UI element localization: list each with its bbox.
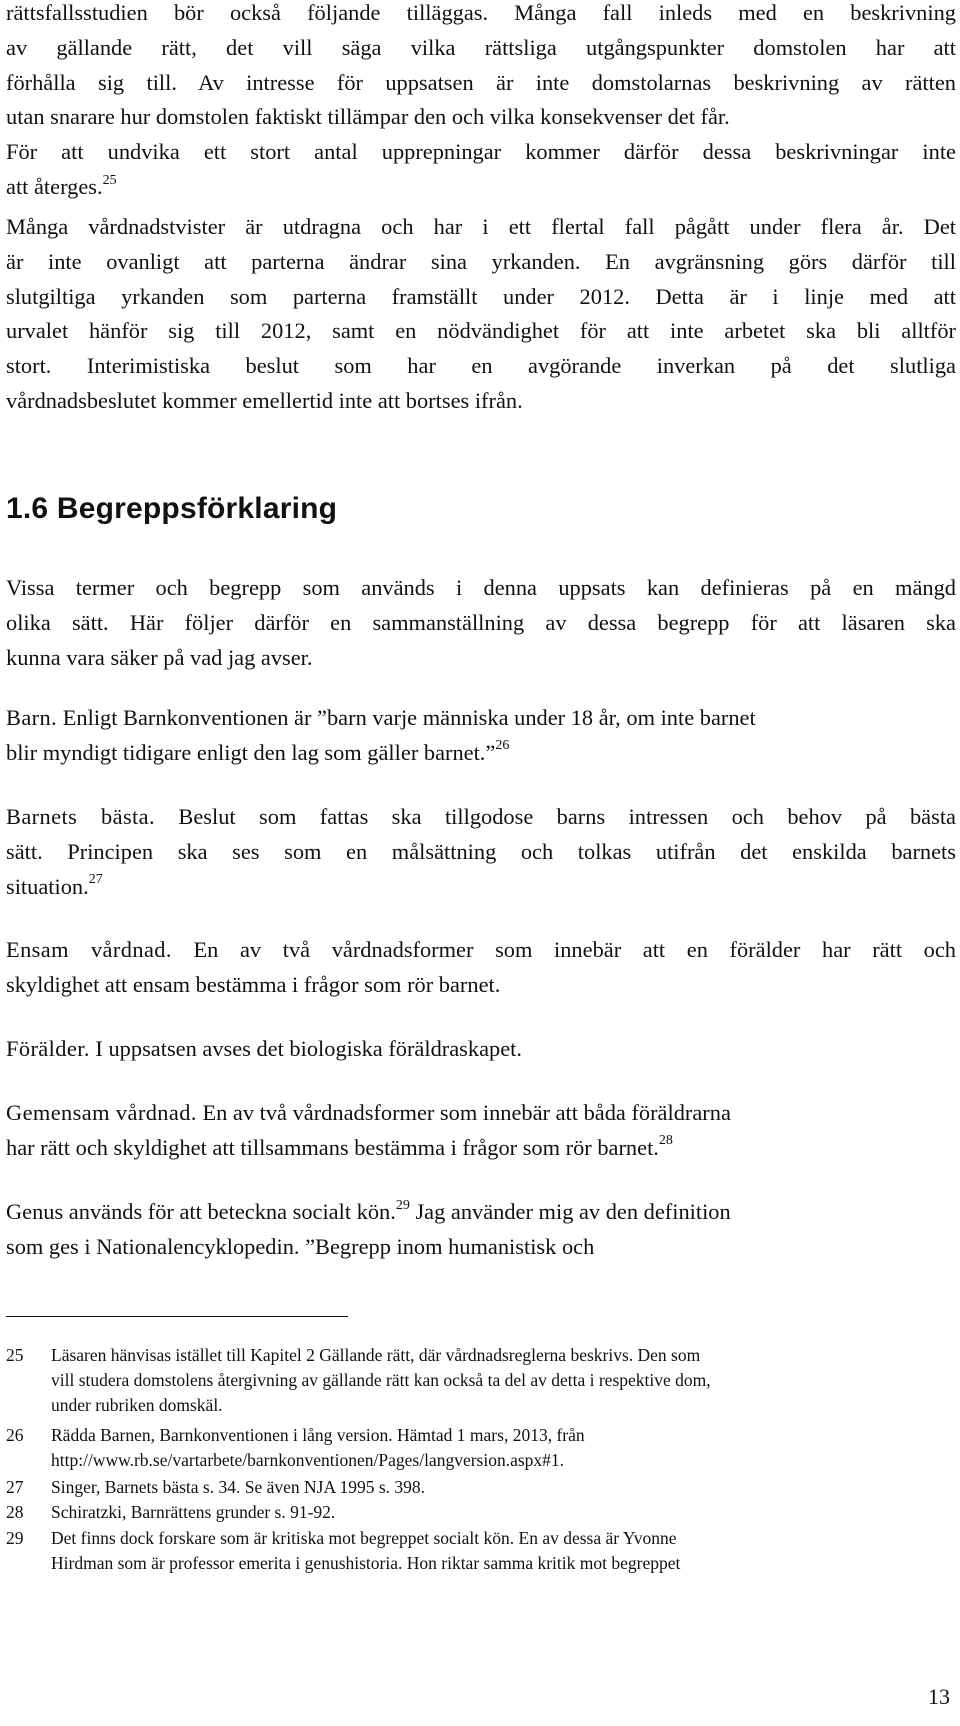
definition-text: Jag använder mig av den definition	[409, 1199, 731, 1224]
definition-text: I uppsatsen avses det biologiska föräldraskapet.	[89, 1036, 522, 1061]
definition-barn	[6, 701, 956, 771]
footnote-number: 26	[6, 1425, 24, 1445]
definitions-intro-line: olika sätt. Här följer därför en sammanställning av dessa begrepp för att läsaren ska	[6, 609, 956, 635]
definitions-intro-line: kunna vara säker på vad jag avser.	[6, 644, 313, 670]
scope-line: Många vårdnadstvister är utdragna och har i ett flertal fall pågått under flera år. Det	[6, 214, 956, 239]
footnote-line: Singer, Barnets bästa s. 34. Se även NJA 1995 s. 398.	[51, 1477, 426, 1497]
definition-text: situation.	[6, 873, 89, 899]
definition-text: skyldighet att ensam bestämma i frågor som rör barnet.	[6, 971, 501, 997]
intro-line: att återges.	[6, 173, 103, 199]
footnote-line: vill studera domstolens återgivning av gällande rätt kan också ta del av detta i respektive dom,	[51, 1370, 711, 1391]
footnote-ref[interactable]: 26	[495, 738, 510, 754]
footnote-separator	[6, 1316, 348, 1317]
footnote-number: 27	[6, 1477, 24, 1497]
footnote-number: 29	[6, 1528, 24, 1548]
definition-text: Beslut som fattas ska tillgodose barns intressen och behov på bästa	[155, 804, 956, 829]
footnote-ref[interactable]: 29	[395, 1197, 410, 1213]
intro-line: utan snarare hur domstolen faktiskt tillämpar den och vilka konsekvenser det får.	[6, 104, 730, 130]
footnote-link[interactable]: http://www.rb.se/vartarbete/barnkonventionen/Pages/langversion.aspx#1.	[51, 1450, 565, 1471]
scope-line: är inte ovanligt att parterna ändrar sina yrkanden. En avgränsning görs därför till	[6, 248, 956, 274]
definition-barnets-basta	[6, 800, 956, 904]
definition-text: har rätt och skyldighet att tillsammans bestämma i frågor som rör barnet.	[6, 1134, 659, 1160]
footnote-number: 28	[6, 1502, 24, 1522]
definition-term: Förälder.	[6, 1036, 90, 1061]
scope-line: slutgiltiga yrkanden som parterna framställt under 2012. Detta är i linje med att	[6, 283, 956, 309]
footnote-26	[6, 1423, 956, 1475]
definition-term: Barnets bästa.	[6, 804, 156, 829]
definition-text: som ges i Nationalencyklopedin. ”Begrepp inom humanistisk och	[6, 1233, 595, 1259]
footnote-line: Läsaren hänvisas istället till Kapitel 2 Gällande rätt, där vårdnadsreglerna beskrivs. Den som	[51, 1345, 701, 1365]
footnote-line: Hirdman som är professor emerita i genushistoria. Hon riktar samma kritik mot begreppet	[51, 1553, 681, 1574]
footnote-27	[6, 1475, 956, 1501]
definition-text: Genus används för att beteckna socialt kön.	[6, 1199, 396, 1224]
definition-text: blir myndigt tidigare enligt den lag som gäller barnet.”	[6, 739, 496, 765]
section-heading	[6, 492, 337, 526]
scope-line: vårdnadsbeslutet kommer emellertid inte att bortses ifrån.	[6, 387, 523, 413]
intro-line: rättsfallsstudien bör också följande tilläggas. Många fall inleds med en beskrivning	[6, 0, 956, 25]
section-title: Begreppsförklaring	[56, 492, 338, 525]
footnote-line: Rädda Barnen, Barnkonventionen i lång version. Hämtad 1 mars, 2013, från	[51, 1425, 585, 1445]
definition-term: Ensam vårdnad.	[6, 937, 172, 962]
definition-text: Enligt Barnkonventionen är ”barn varje människa under 18 år, om inte barnet	[57, 705, 756, 730]
footnote-ref[interactable]: 25	[102, 172, 117, 188]
intro-line: För att undvika ett stort antal upprepningar kommer därför dessa beskrivningar inte	[6, 139, 956, 165]
footnote-number: 25	[6, 1345, 24, 1365]
intro-definitions-paragraph	[6, 571, 956, 675]
page-number: 13	[928, 1684, 950, 1709]
section-number: 1.6	[6, 492, 49, 525]
scope-line: stort. Interimistiska beslut som har en avgörande inverkan på det slutliga	[6, 353, 956, 379]
definition-ensam-vardnad	[6, 933, 956, 1003]
definition-text: En av två vårdnadsformer som innebär att en förälder har rätt och	[171, 937, 956, 962]
intro-line: av gällande rätt, det vill säga vilka rättsliga utgångspunkter domstolen har att	[6, 34, 956, 60]
definition-genus	[6, 1195, 956, 1265]
definition-term: Gemensam vårdnad.	[6, 1100, 197, 1125]
footnote-ref[interactable]: 27	[88, 872, 103, 888]
scope-paragraph	[6, 210, 956, 419]
footnote-line: under rubriken domskäl.	[51, 1395, 223, 1416]
definition-text: sätt. Principen ska ses som en målsättning och tolkas utifrån det enskilda barnets	[6, 838, 956, 864]
definition-gemensam-vardnad	[6, 1096, 956, 1166]
definition-foralder	[6, 1032, 956, 1067]
footnote-25	[6, 1343, 956, 1421]
definition-term: Barn.	[6, 705, 58, 730]
footnote-28	[6, 1500, 956, 1526]
intro-paragraph	[6, 0, 956, 205]
footnote-line: Schiratzki, Barnrättens grunder s. 91-92.	[51, 1502, 336, 1522]
footnote-line: Det finns dock forskare som är kritiska mot begreppet socialt kön. En av dessa är Yvonne	[51, 1528, 677, 1548]
scope-line: urvalet hänför sig till 2012, samt en nödvändighet för att inte arbetet ska bli alltför	[6, 318, 956, 344]
definition-text: En av två vårdnadsformer som innebär att båda föräldrarna	[196, 1100, 731, 1125]
footnote-29	[6, 1526, 956, 1578]
definitions-intro-line: Vissa termer och begrepp som används i denna uppsats kan definieras på en mängd	[6, 575, 956, 600]
footnote-ref[interactable]: 28	[658, 1133, 673, 1149]
intro-line: förhålla sig till. Av intresse för uppsatsen är inte domstolarnas beskrivning av rätten	[6, 69, 956, 95]
